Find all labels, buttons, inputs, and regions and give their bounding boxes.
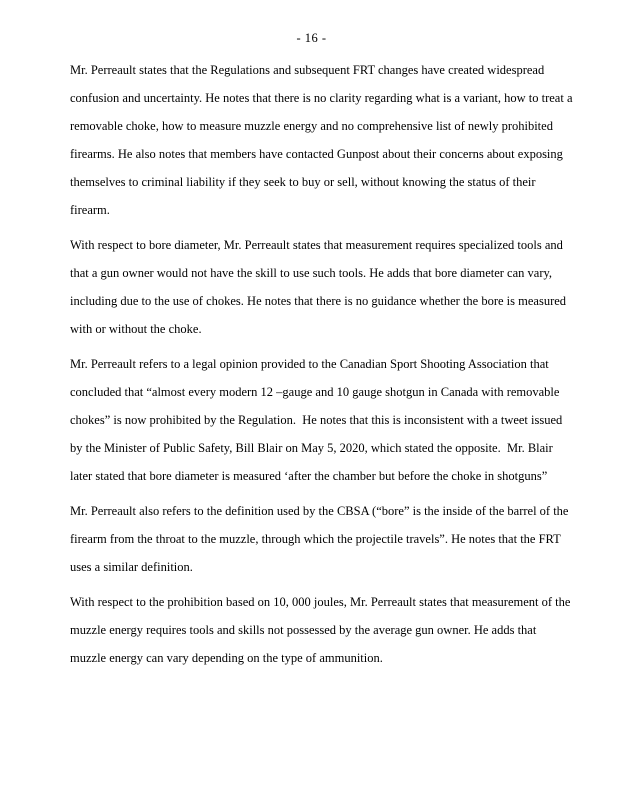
paragraph-legal-opinion: Mr. Perreault refers to a legal opinion provided to the Canadian Sport Shooting Association that concluded that “almost every modern 12 –gauge and 10 gauge shotgun in Canada with removable chokes” is now prohibited by the Regulation. He notes that this is inconsistent with a tweet issued by the Minister of Public Safety, Bill Blair on May 5, 2020, which stated the opposite. Mr. Blair later stated that bore diameter is measured ‘after the chamber but before the choke in shotguns” (70, 357, 566, 483)
paragraph-bore-diameter: With respect to bore diameter, Mr. Perreault states that measurement requires specialized tools and that a gun owner would not have the skill to use such tools. He adds that bore diameter can vary, including due to the use of chokes. He notes that there is no guidance whether the bore is measured with or without the choke. (70, 238, 570, 336)
page-number: - 16 - (296, 31, 327, 45)
paragraph-cbsa-definition: Mr. Perreault also refers to the definition used by the CBSA (“bore” is the inside of the barrel of the firearm from the throat to the muzzle, through which the projectile travels”. He notes that the FRT uses a similar definition. (70, 504, 572, 574)
paragraph-frt-confusion: Mr. Perreault states that the Regulations and subsequent FRT changes have created widespread confusion and uncertainty. He notes that there is no clarity regarding what is a variant, how to treat a removable choke, how to measure muzzle energy and no comprehensive list of newly prohibited firearms. He also notes that members have contacted Gunpost about their concerns about exposing themselves to criminal liability if they seek to buy or sell, without knowing the status of their firearm. (70, 63, 576, 217)
paragraph-joules-prohibition: With respect to the prohibition based on 10, 000 joules, Mr. Perreault states that measurement of the muzzle energy requires tools and skills not possessed by the average gun owner. He adds that muzzle energy can vary depending on the type of ammunition. (70, 595, 574, 665)
document-body (70, 56, 576, 672)
